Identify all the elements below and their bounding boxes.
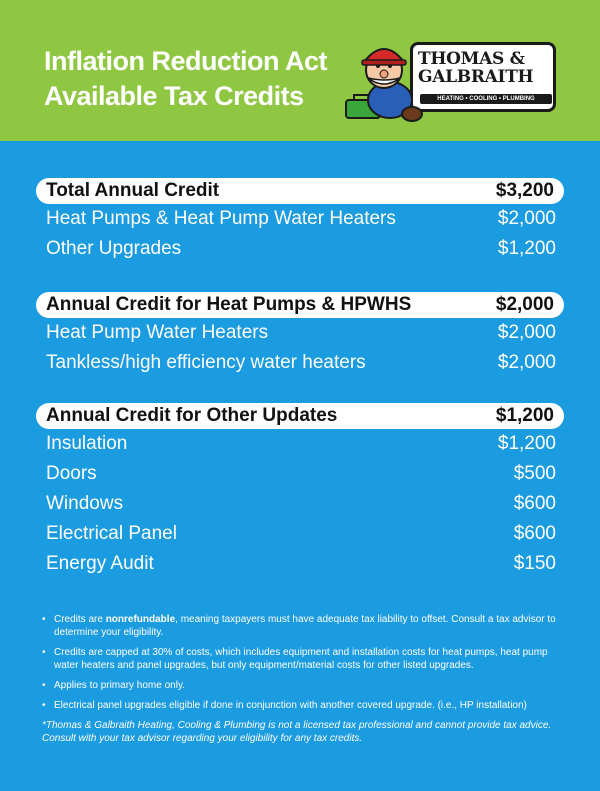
note-item (42, 699, 562, 712)
credit-row (36, 489, 564, 519)
credit-label: Doors (46, 463, 97, 484)
note-text-post: , meaning taxpayers must have adequate tax liability to offset. Consult a tax advisor to determine your eligibility. (54, 614, 556, 638)
section-title: Annual Credit for Heat Pumps & HPWHS (46, 294, 412, 315)
credit-row (36, 519, 564, 549)
note-text-bold: nonrefundable (105, 614, 176, 625)
credit-label: Insulation (46, 433, 128, 454)
note-item (42, 613, 562, 639)
section-header (36, 292, 564, 318)
section-amount: $1,200 (495, 405, 554, 426)
section-title: Total Annual Credit (46, 180, 220, 201)
note-item (42, 679, 562, 692)
bullet-icon: • (42, 647, 46, 658)
note-item (42, 646, 562, 672)
logo-line-1: THOMAS & (418, 49, 525, 69)
credit-row (36, 429, 564, 459)
credit-row (36, 459, 564, 489)
section-amount: $3,200 (495, 180, 554, 201)
credit-row (36, 549, 564, 579)
credit-label: Heat Pump Water Heaters (46, 322, 269, 343)
header-banner (0, 0, 600, 141)
section-header (36, 178, 564, 204)
credit-label: Heat Pumps & Heat Pump Water Heaters (46, 208, 396, 229)
bullet-icon: • (42, 700, 46, 711)
credit-label: Electrical Panel (46, 523, 177, 544)
credit-row (36, 318, 564, 348)
note-text: Applies to primary home only. (54, 680, 185, 691)
disclaimer: *Thomas & Galbraith Heating, Cooling & Plumbing is not a licensed tax professional and cannot provide tax advice. Consult with your tax advisor regarding your eligibility for any tax credits. (42, 720, 552, 744)
title-line-2: Available Tax Credits (44, 81, 304, 111)
section-title: Annual Credit for Other Updates (46, 405, 338, 426)
credit-row (36, 348, 564, 378)
credit-amount: $1,200 (497, 238, 556, 259)
page-title (44, 44, 327, 114)
section-amount: $2,000 (495, 294, 554, 315)
credit-amount: $500 (513, 463, 556, 484)
credit-row (36, 234, 564, 264)
section-total-annual-credit (36, 178, 564, 264)
footnotes (42, 613, 562, 745)
logo-line-2: GALBRAITH (418, 67, 534, 87)
note-text-pre: Credits are (54, 614, 106, 625)
credit-label: Tankless/high efficiency water heaters (46, 352, 366, 373)
credit-amount: $600 (513, 493, 556, 514)
bullet-icon: • (42, 614, 46, 625)
credit-amount: $2,000 (497, 208, 556, 229)
credit-amount: $2,000 (497, 322, 556, 343)
note-text: Electrical panel upgrades eligible if done in conjunction with another covered upgrade. (i.e., HP installation) (54, 700, 527, 711)
credit-amount: $600 (513, 523, 556, 544)
company-logo (338, 34, 558, 126)
credit-row (36, 204, 564, 234)
bullet-icon: • (42, 680, 46, 691)
credit-label: Energy Audit (46, 553, 154, 574)
title-line-1: Inflation Reduction Act (44, 46, 327, 76)
section-heat-pumps (36, 292, 564, 378)
logo-wordmark (418, 50, 554, 86)
credit-amount: $150 (513, 553, 556, 574)
credit-label: Windows (46, 493, 124, 514)
section-header (36, 403, 564, 429)
credit-label: Other Upgrades (46, 238, 182, 259)
section-other-updates (36, 403, 564, 579)
note-text: Credits are capped at 30% of costs, which includes equipment and installation costs for heat pumps, heat pump water heaters and panel upgrades, but only equipment/material costs for other listed upgrades. (54, 647, 548, 671)
credit-amount: $2,000 (497, 352, 556, 373)
credit-amount: $1,200 (497, 433, 556, 454)
logo-tagline: HEATING • COOLING • PLUMBING (420, 94, 552, 104)
